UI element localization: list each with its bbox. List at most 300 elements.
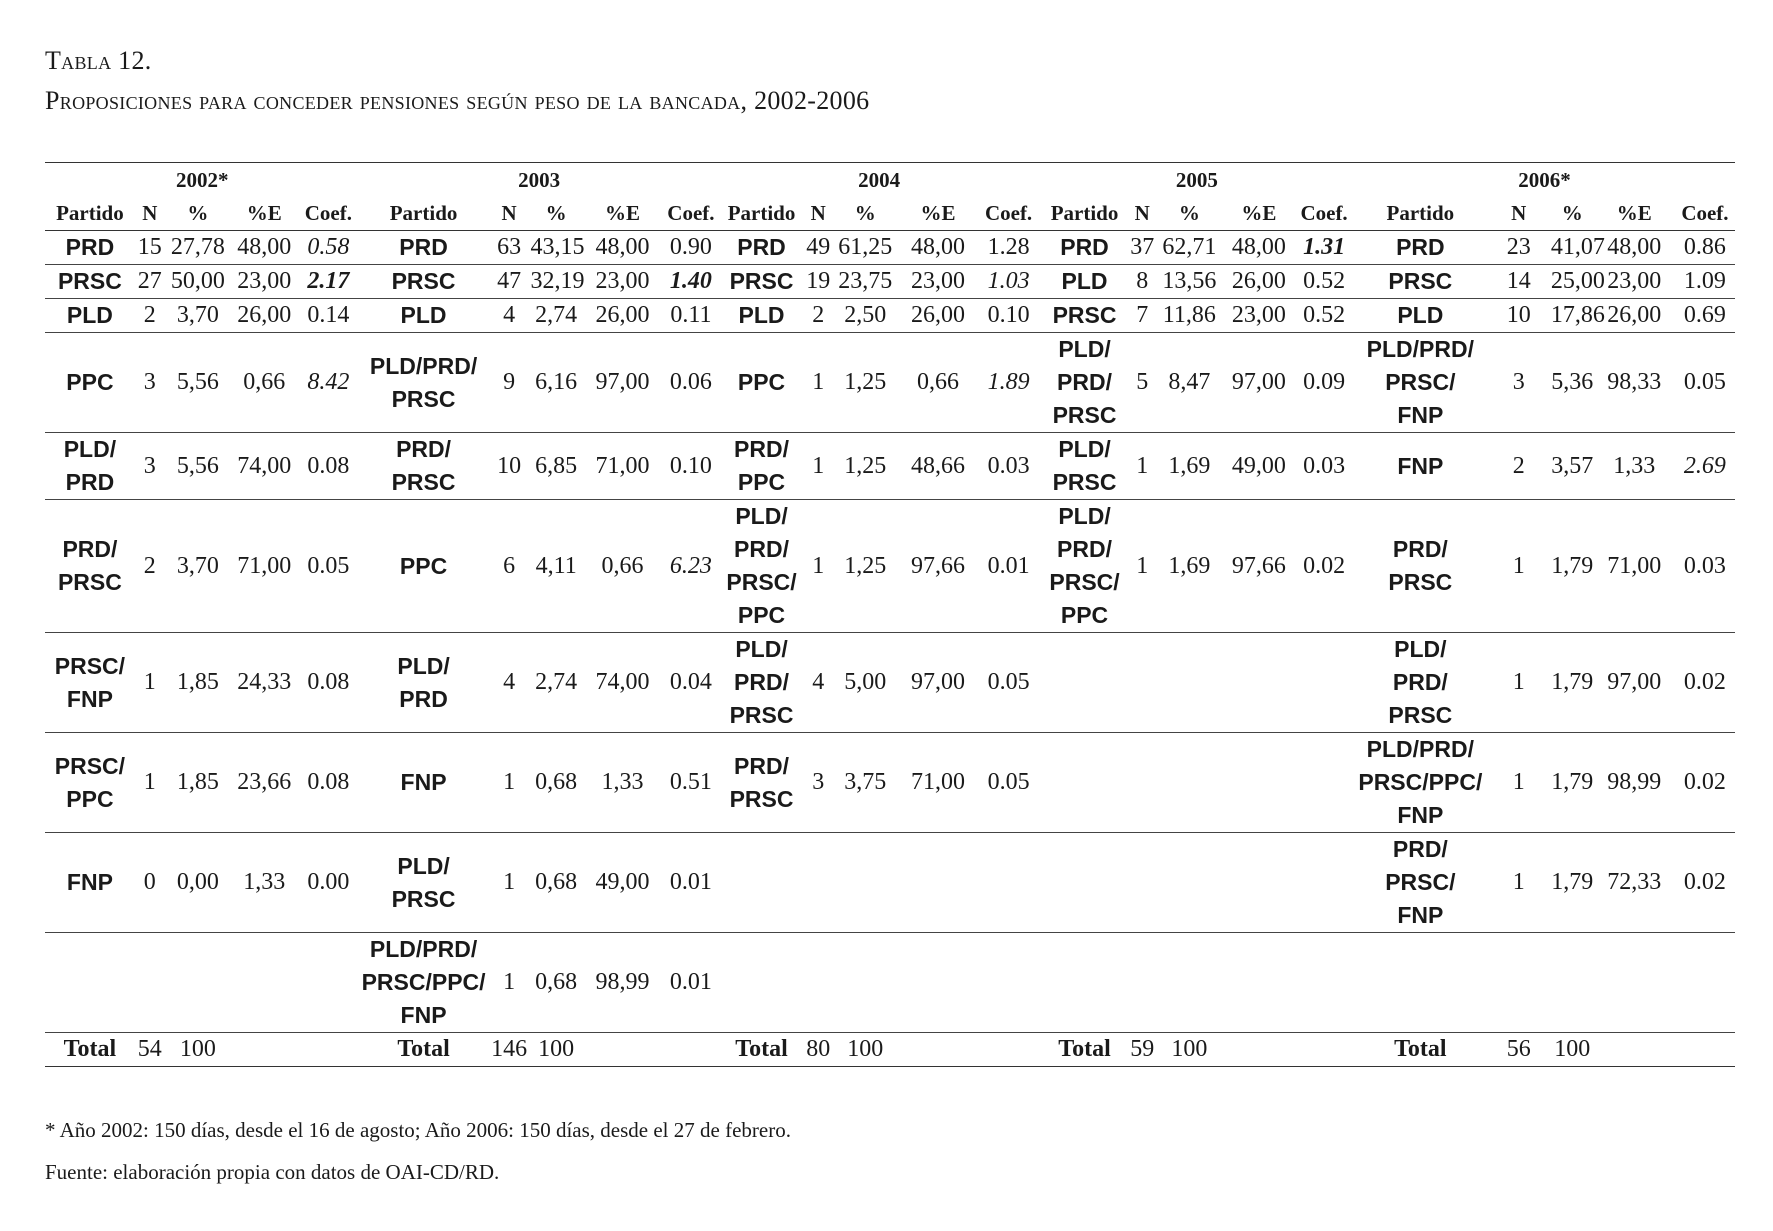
n-cell bbox=[804, 833, 832, 933]
coef-cell: 1.31 bbox=[1303, 234, 1346, 260]
party-cell: PRD bbox=[737, 234, 786, 260]
n-cell: 10 bbox=[497, 452, 522, 479]
expected-percent-cell: 23,00 bbox=[237, 268, 292, 294]
n-cell: 1 bbox=[503, 969, 516, 995]
percent-cell: 41,07 bbox=[1550, 234, 1605, 260]
coef-cell: 1.40 bbox=[669, 268, 712, 294]
expected-percent-cell bbox=[1594, 933, 1675, 1033]
expected-percent-cell: 48,66 bbox=[910, 452, 965, 479]
party-cell: PLD/ PRD/ PRSC bbox=[729, 636, 794, 728]
percent-cell: 0,68 bbox=[535, 969, 578, 995]
coef-cell: 1.09 bbox=[1683, 268, 1726, 294]
expected-percent-cell: 71,00 bbox=[1607, 552, 1662, 579]
coef-cell: 0.08 bbox=[307, 769, 350, 795]
party-cell bbox=[1040, 633, 1130, 733]
expected-percent-cell: 0,66 bbox=[916, 369, 959, 395]
n-cell: 3 bbox=[812, 769, 825, 795]
coef-cell: 1.28 bbox=[987, 234, 1030, 260]
expected-percent-cell: 72,33 bbox=[1607, 869, 1662, 895]
coef-cell: 1.03 bbox=[987, 268, 1030, 294]
n-cell: 6 bbox=[503, 552, 516, 579]
n-cell: 1 bbox=[143, 669, 156, 695]
expected-percent-cell: 23,00 bbox=[1231, 302, 1286, 328]
party-cell: PPC bbox=[66, 369, 114, 395]
party-cell: PRD/ PRSC bbox=[729, 752, 794, 812]
party-cell: FNP bbox=[400, 769, 447, 795]
percent-cell: 13,56 bbox=[1162, 268, 1217, 294]
expected-percent-cell bbox=[1224, 733, 1295, 833]
party-cell: PLD/PRD/ PRSC/PPC/ FNP bbox=[361, 936, 486, 1028]
n-cell: 2 bbox=[143, 302, 156, 328]
expected-percent-cell: 98,33 bbox=[1607, 369, 1662, 395]
expected-percent-cell: 74,00 bbox=[595, 669, 650, 695]
n-cell: 1 bbox=[812, 452, 825, 479]
n-cell: 4 bbox=[812, 669, 825, 695]
column-header: Partido bbox=[359, 197, 487, 231]
party-cell bbox=[719, 933, 805, 1033]
year-header: 2003 bbox=[359, 163, 718, 198]
coef-cell: 0.10 bbox=[669, 452, 712, 479]
empty-cell bbox=[978, 1033, 1040, 1067]
n-cell: 1 bbox=[1512, 552, 1525, 579]
expected-percent-cell bbox=[898, 833, 977, 933]
party-cell: PRSC bbox=[729, 268, 794, 294]
coef-cell: 8.42 bbox=[307, 369, 350, 395]
percent-cell: 3,70 bbox=[176, 302, 219, 328]
table-title: Proposiciones para conceder pensiones según peso de la bancada, 2002-2006 bbox=[45, 86, 870, 115]
party-cell: PRD/ PRSC bbox=[57, 536, 122, 595]
expected-percent-cell: 48,00 bbox=[1231, 234, 1286, 260]
table-row bbox=[45, 833, 1735, 933]
percent-cell bbox=[1155, 833, 1223, 933]
table-row bbox=[45, 333, 1735, 433]
table-row bbox=[45, 933, 1735, 1033]
year-header: 2002* bbox=[45, 163, 359, 198]
n-cell: 27 bbox=[137, 268, 162, 294]
coef-cell: 0.05 bbox=[987, 669, 1030, 695]
percent-cell: 3,70 bbox=[176, 552, 219, 579]
total-value: 100 bbox=[847, 1036, 884, 1062]
party-cell: PLD/ PRD bbox=[63, 436, 117, 495]
column-header: %E bbox=[1224, 197, 1295, 231]
party-cell: PLD bbox=[66, 302, 113, 328]
percent-cell: 1,25 bbox=[844, 452, 887, 479]
coef-cell: 0.06 bbox=[669, 369, 712, 395]
n-cell bbox=[1129, 733, 1155, 833]
expected-percent-cell: 23,66 bbox=[237, 769, 292, 795]
coef-cell: 0.03 bbox=[1303, 452, 1346, 479]
party-cell: PLD bbox=[400, 302, 447, 328]
coef-cell: 2.69 bbox=[1683, 452, 1726, 479]
n-cell: 47 bbox=[497, 268, 522, 294]
n-cell: 1 bbox=[812, 369, 825, 395]
n-cell: 49 bbox=[806, 234, 831, 260]
empty-cell bbox=[1294, 1033, 1354, 1067]
coef-cell: 0.02 bbox=[1683, 669, 1726, 695]
n-cell: 1 bbox=[812, 552, 825, 579]
n-cell bbox=[135, 933, 165, 1033]
coef-cell: 0.11 bbox=[670, 302, 712, 328]
empty-cell bbox=[297, 1033, 359, 1067]
percent-cell: 6,16 bbox=[535, 369, 578, 395]
n-cell: 7 bbox=[1136, 302, 1149, 328]
n-cell: 10 bbox=[1506, 302, 1531, 328]
party-cell: FNP bbox=[1397, 452, 1444, 479]
party-cell bbox=[719, 833, 805, 933]
party-cell: PLD bbox=[738, 302, 785, 328]
coef-cell: 0.00 bbox=[307, 869, 350, 895]
expected-percent-cell: 1,33 bbox=[601, 769, 644, 795]
percent-cell: 43,15 bbox=[530, 234, 585, 260]
party-cell: PRD bbox=[1060, 234, 1109, 260]
column-header: Coef. bbox=[1294, 197, 1354, 231]
table-row bbox=[45, 299, 1735, 333]
percent-cell: 27,78 bbox=[170, 234, 225, 260]
percent-cell bbox=[1155, 933, 1223, 1033]
percent-cell: 61,25 bbox=[838, 234, 893, 260]
coef-cell: 1.89 bbox=[987, 369, 1030, 395]
party-cell: PLD bbox=[1061, 268, 1108, 294]
percent-cell bbox=[1155, 733, 1223, 833]
percent-cell: 5,56 bbox=[176, 452, 219, 479]
column-header: N bbox=[135, 197, 165, 231]
expected-percent-cell: 26,00 bbox=[595, 302, 650, 328]
total-value: 54 bbox=[137, 1036, 162, 1062]
n-cell: 4 bbox=[503, 669, 516, 695]
expected-percent-cell: 0,66 bbox=[601, 552, 644, 579]
percent-cell: 1,79 bbox=[1551, 552, 1594, 579]
column-header: % bbox=[1155, 197, 1223, 231]
party-cell: FNP bbox=[66, 869, 113, 895]
percent-cell: 11,86 bbox=[1162, 302, 1216, 328]
coef-cell bbox=[297, 933, 359, 1033]
percent-cell: 1,25 bbox=[844, 552, 887, 579]
percent-cell: 25,00 bbox=[1550, 268, 1605, 294]
percent-cell: 2,74 bbox=[535, 302, 578, 328]
n-cell: 9 bbox=[503, 369, 516, 395]
total-value: 80 bbox=[806, 1036, 831, 1062]
n-cell: 1 bbox=[1512, 769, 1525, 795]
n-cell bbox=[804, 933, 832, 1033]
percent-cell: 5,56 bbox=[176, 369, 219, 395]
n-cell: 0 bbox=[143, 869, 156, 895]
party-cell: PRSC/ PPC bbox=[54, 752, 126, 812]
expected-percent-cell: 48,00 bbox=[237, 234, 292, 260]
coef-cell: 0.08 bbox=[307, 669, 350, 695]
total-label: Total bbox=[735, 1036, 788, 1062]
percent-cell: 62,71 bbox=[1162, 234, 1217, 260]
party-cell: PPC bbox=[399, 552, 448, 579]
coef-cell: 0.14 bbox=[307, 302, 350, 328]
n-cell: 3 bbox=[143, 369, 156, 395]
n-cell: 1 bbox=[1512, 869, 1525, 895]
percent-cell: 1,69 bbox=[1168, 552, 1211, 579]
coef-cell bbox=[1294, 633, 1354, 733]
coef-cell: 0.05 bbox=[987, 769, 1030, 795]
n-cell: 2 bbox=[1512, 452, 1525, 479]
coef-cell bbox=[1294, 833, 1354, 933]
year-header: 2005 bbox=[1040, 163, 1354, 198]
party-cell: PRD/ PRSC bbox=[391, 436, 456, 495]
percent-cell bbox=[1551, 933, 1594, 1033]
percent-cell: 1,79 bbox=[1551, 769, 1594, 795]
expected-percent-cell: 97,00 bbox=[595, 369, 650, 395]
expected-percent-cell bbox=[1224, 833, 1295, 933]
table-row bbox=[45, 633, 1735, 733]
total-row bbox=[45, 1033, 1735, 1067]
n-cell: 37 bbox=[1130, 234, 1155, 260]
party-cell: PLD/ PRD/ PRSC/ PPC bbox=[726, 503, 797, 628]
coef-cell: 0.02 bbox=[1303, 552, 1346, 579]
column-header: % bbox=[832, 197, 898, 231]
column-header: N bbox=[804, 197, 832, 231]
coef-cell: 0.01 bbox=[669, 869, 712, 895]
column-header: Partido bbox=[45, 197, 135, 231]
n-cell: 1 bbox=[503, 869, 516, 895]
expected-percent-cell: 98,99 bbox=[1607, 769, 1662, 795]
percent-cell bbox=[832, 933, 898, 1033]
coef-cell: 0.01 bbox=[987, 552, 1030, 579]
pensions-table bbox=[45, 162, 1735, 1067]
percent-cell: 4,11 bbox=[535, 552, 577, 579]
party-cell: PRD bbox=[399, 234, 448, 260]
party-cell: PRD/ PPC bbox=[734, 436, 789, 495]
percent-cell: 0,00 bbox=[176, 869, 219, 895]
expected-percent-cell: 49,00 bbox=[595, 869, 650, 895]
party-cell: PLD/ PRD/ PRSC/ PPC bbox=[1049, 503, 1120, 628]
party-cell: PRSC bbox=[1388, 268, 1453, 294]
column-header: N bbox=[1129, 197, 1155, 231]
percent-cell: 3,75 bbox=[844, 769, 887, 795]
expected-percent-cell: 48,00 bbox=[1607, 234, 1662, 260]
empty-cell bbox=[663, 1033, 719, 1067]
expected-percent-cell: 71,00 bbox=[237, 552, 292, 579]
table-row bbox=[45, 265, 1735, 299]
column-header: % bbox=[1551, 197, 1594, 231]
percent-cell: 1,25 bbox=[844, 369, 887, 395]
expected-percent-cell: 26,00 bbox=[910, 302, 965, 328]
total-label: Total bbox=[1394, 1036, 1447, 1062]
expected-percent-cell: 49,00 bbox=[1231, 452, 1286, 479]
party-cell: PLD/ PRSC bbox=[391, 852, 456, 912]
percent-cell: 5,36 bbox=[1551, 369, 1594, 395]
column-header: N bbox=[1487, 197, 1551, 231]
column-header: N bbox=[488, 197, 531, 231]
percent-cell: 2,74 bbox=[535, 669, 578, 695]
year-header-row bbox=[45, 163, 1735, 198]
total-value: 100 bbox=[179, 1036, 216, 1062]
percent-cell: 5,00 bbox=[844, 669, 887, 695]
expected-percent-cell bbox=[898, 933, 977, 1033]
expected-percent-cell: 48,00 bbox=[595, 234, 650, 260]
percent-cell: 32,19 bbox=[530, 268, 585, 294]
empty-cell bbox=[1594, 1033, 1675, 1067]
expected-percent-cell: 23,00 bbox=[910, 268, 965, 294]
coef-cell: 0.01 bbox=[669, 969, 712, 995]
coef-cell: 0.58 bbox=[307, 234, 350, 260]
empty-cell bbox=[1224, 1033, 1295, 1067]
expected-percent-cell: 1,33 bbox=[1613, 452, 1656, 479]
coef-cell: 0.02 bbox=[1683, 869, 1726, 895]
party-cell: PLD/PRD/ PRSC/PPC/ FNP bbox=[1358, 736, 1483, 828]
percent-cell: 50,00 bbox=[170, 268, 225, 294]
column-header: Coef. bbox=[663, 197, 719, 231]
coef-cell: 0.04 bbox=[669, 669, 712, 695]
n-cell: 1 bbox=[503, 769, 516, 795]
n-cell: 19 bbox=[806, 268, 831, 294]
coef-cell: 0.08 bbox=[307, 452, 350, 479]
column-header: Coef. bbox=[1675, 197, 1735, 231]
total-value: 56 bbox=[1506, 1036, 1531, 1062]
party-cell bbox=[1040, 733, 1130, 833]
total-value: 100 bbox=[1554, 1036, 1591, 1062]
coef-cell: 0.86 bbox=[1683, 234, 1726, 260]
coef-cell: 0.09 bbox=[1303, 369, 1346, 395]
empty-cell bbox=[1675, 1033, 1735, 1067]
expected-percent-cell bbox=[1224, 933, 1295, 1033]
table-label: Tabla 12. bbox=[45, 46, 152, 75]
n-cell: 3 bbox=[1512, 369, 1525, 395]
party-cell: PPC bbox=[737, 369, 786, 395]
party-cell: PRSC bbox=[57, 268, 122, 294]
column-header: %E bbox=[231, 197, 297, 231]
expected-percent-cell: 23,00 bbox=[595, 268, 650, 294]
n-cell bbox=[1129, 833, 1155, 933]
total-value: 100 bbox=[1171, 1036, 1208, 1062]
expected-percent-cell: 97,66 bbox=[910, 552, 965, 579]
footnote: * Año 2002: 150 días, desde el 16 de agosto; Año 2006: 150 días, desde el 27 de febrero. bbox=[45, 1118, 791, 1142]
coef-cell: 0.51 bbox=[669, 769, 712, 795]
party-cell: PRD bbox=[1396, 234, 1445, 260]
party-cell bbox=[45, 933, 135, 1033]
party-cell: PLD/ PRD/ PRSC bbox=[1052, 336, 1117, 428]
party-cell bbox=[1354, 933, 1487, 1033]
coef-cell: 0.03 bbox=[987, 452, 1030, 479]
percent-cell bbox=[832, 833, 898, 933]
expected-percent-cell: 48,00 bbox=[910, 234, 965, 260]
percent-cell bbox=[1155, 633, 1223, 733]
percent-cell: 17,86 bbox=[1550, 302, 1605, 328]
expected-percent-cell: 71,00 bbox=[595, 452, 650, 479]
expected-percent-cell: 74,00 bbox=[237, 452, 292, 479]
n-cell bbox=[1129, 633, 1155, 733]
expected-percent-cell: 1,33 bbox=[243, 869, 286, 895]
expected-percent-cell: 26,00 bbox=[1607, 302, 1662, 328]
percent-cell: 1,69 bbox=[1168, 452, 1211, 479]
expected-percent-cell: 97,00 bbox=[1607, 669, 1662, 695]
column-header: %E bbox=[582, 197, 663, 231]
coef-cell: 0.05 bbox=[1683, 369, 1726, 395]
party-cell: PRSC bbox=[1052, 302, 1117, 328]
expected-percent-cell: 97,66 bbox=[1231, 552, 1286, 579]
coef-cell: 0.02 bbox=[1683, 769, 1726, 795]
n-cell: 2 bbox=[812, 302, 825, 328]
table-body bbox=[45, 231, 1735, 1067]
party-cell: PLD bbox=[1397, 302, 1444, 328]
empty-cell bbox=[231, 1033, 297, 1067]
coef-cell: 0.52 bbox=[1303, 268, 1346, 294]
n-cell: 1 bbox=[1136, 452, 1149, 479]
expected-percent-cell: 97,00 bbox=[1231, 369, 1286, 395]
percent-cell: 0,68 bbox=[535, 769, 578, 795]
party-cell: PRSC bbox=[391, 268, 456, 294]
expected-percent-cell: 98,99 bbox=[595, 969, 650, 995]
column-header: Coef. bbox=[978, 197, 1040, 231]
party-cell bbox=[1040, 833, 1130, 933]
n-cell bbox=[1129, 933, 1155, 1033]
party-cell: PRSC/ FNP bbox=[54, 652, 126, 712]
n-cell: 8 bbox=[1136, 268, 1149, 294]
percent-cell: 1,79 bbox=[1551, 669, 1594, 695]
expected-percent-cell: 0,66 bbox=[243, 369, 286, 395]
expected-percent-cell: 97,00 bbox=[910, 669, 965, 695]
coef-cell bbox=[978, 933, 1040, 1033]
expected-percent-cell: 26,00 bbox=[237, 302, 292, 328]
n-cell: 5 bbox=[1136, 369, 1149, 395]
party-cell: PLD/ PRSC bbox=[1052, 436, 1117, 495]
coef-cell: 0.69 bbox=[1683, 302, 1726, 328]
coef-cell bbox=[1294, 733, 1354, 833]
expected-percent-cell bbox=[1224, 633, 1295, 733]
expected-percent-cell: 26,00 bbox=[1231, 268, 1286, 294]
expected-percent-cell: 23,00 bbox=[1607, 268, 1662, 294]
party-cell: PLD/ PRD bbox=[397, 652, 450, 712]
percent-cell: 3,57 bbox=[1551, 452, 1594, 479]
n-cell: 2 bbox=[143, 552, 156, 579]
coef-cell: 0.05 bbox=[307, 552, 350, 579]
empty-cell bbox=[582, 1033, 663, 1067]
coef-cell: 0.90 bbox=[669, 234, 712, 260]
n-cell: 23 bbox=[1506, 234, 1531, 260]
expected-percent-cell: 24,33 bbox=[237, 669, 292, 695]
table-row bbox=[45, 733, 1735, 833]
total-value: 100 bbox=[538, 1036, 575, 1062]
party-cell bbox=[1040, 933, 1130, 1033]
percent-cell bbox=[165, 933, 231, 1033]
total-label: Total bbox=[397, 1036, 450, 1062]
column-header: Coef. bbox=[297, 197, 359, 231]
column-header-row bbox=[45, 197, 1735, 231]
coef-cell: 6.23 bbox=[669, 552, 712, 579]
coef-cell bbox=[1675, 933, 1735, 1033]
coef-cell: 2.17 bbox=[307, 268, 350, 294]
coef-cell bbox=[978, 833, 1040, 933]
party-cell: PRD/ PRSC/ FNP bbox=[1385, 836, 1456, 928]
column-header: Partido bbox=[1354, 197, 1487, 231]
n-cell: 4 bbox=[503, 302, 516, 328]
party-cell: PRD bbox=[65, 234, 115, 260]
expected-percent-cell: 71,00 bbox=[910, 769, 965, 795]
year-header: 2004 bbox=[719, 163, 1040, 198]
percent-cell: 0,68 bbox=[535, 869, 578, 895]
column-header: % bbox=[530, 197, 581, 231]
column-header: % bbox=[165, 197, 231, 231]
n-cell: 14 bbox=[1506, 268, 1531, 294]
n-cell: 1 bbox=[143, 769, 156, 795]
total-label: Total bbox=[63, 1036, 117, 1062]
n-cell: 3 bbox=[143, 452, 156, 479]
n-cell bbox=[1487, 933, 1551, 1033]
coef-cell bbox=[1294, 933, 1354, 1033]
column-header: Partido bbox=[1040, 197, 1130, 231]
total-label: Total bbox=[1058, 1036, 1111, 1062]
table-row bbox=[45, 500, 1735, 633]
percent-cell: 1,79 bbox=[1551, 869, 1594, 895]
total-value: 59 bbox=[1130, 1036, 1155, 1062]
column-header: Partido bbox=[719, 197, 805, 231]
table-row bbox=[45, 231, 1735, 265]
empty-cell bbox=[898, 1033, 977, 1067]
